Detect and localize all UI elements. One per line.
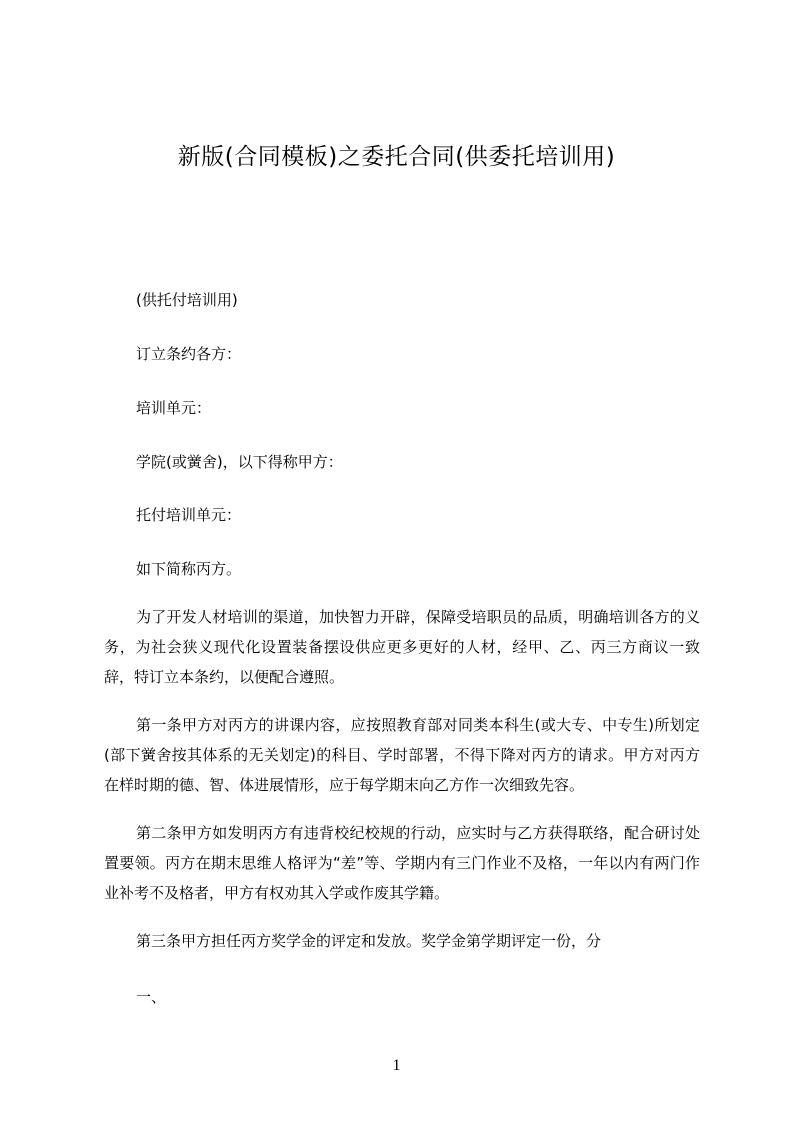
- page-number: 1: [392, 1057, 401, 1074]
- text-line-item-one: 一、: [136, 988, 167, 1006]
- text-line-entrusting-unit: 托付培训单元：: [136, 506, 242, 524]
- paragraph-preamble: 为了开发人材培训的渠道，加快智力开辟，保障受培职员的品质，明确培训各方的义务，为社会狭义现代化设置装备摆设供应更多更好的人材，经甲、乙、丙三方商议一致辞，特订立本条约，以便配合遵照。: [104, 608, 700, 686]
- paragraph-article-2: 第二条甲方如发明丙方有违背校纪校规的行动，应实时与乙方获得联络，配合研讨处置要领。丙方在期末思维人格评为“差”等、学期内有三门作业不及格，一年以内有两门作业补考不及格者，甲方有权劝其入学或作废其学籍。: [104, 824, 700, 902]
- document-title: 新版(合同模板)之委托合同(供委托培训用): [177, 144, 616, 170]
- text-line-parties: 订立条约各方：: [136, 345, 242, 363]
- text-line-party-a: 学院(或黉舍)，以下得称甲方：: [136, 453, 343, 471]
- text-line-training-unit: 培训单元：: [136, 399, 212, 417]
- paragraph-article-1: 第一条甲方对丙方的讲课内容，应按照教育部对同类本科生(或大专、中专生)所划定(部下黉舍按其体系的无关划定)的科目、学时部署，不得下降对丙方的请求。甲方对丙方在样时期的德、智、体进展情形，应于每学期末向乙方作一次细致先容。: [104, 716, 700, 794]
- text-line-entrust-note: (供托付培训用): [136, 291, 238, 309]
- text-line-party-c: 如下简称丙方。: [136, 560, 242, 578]
- paragraph-article-3: 第三条甲方担任丙方奖学金的评定和发放。奖学金第学期评定一份，分: [136, 932, 602, 950]
